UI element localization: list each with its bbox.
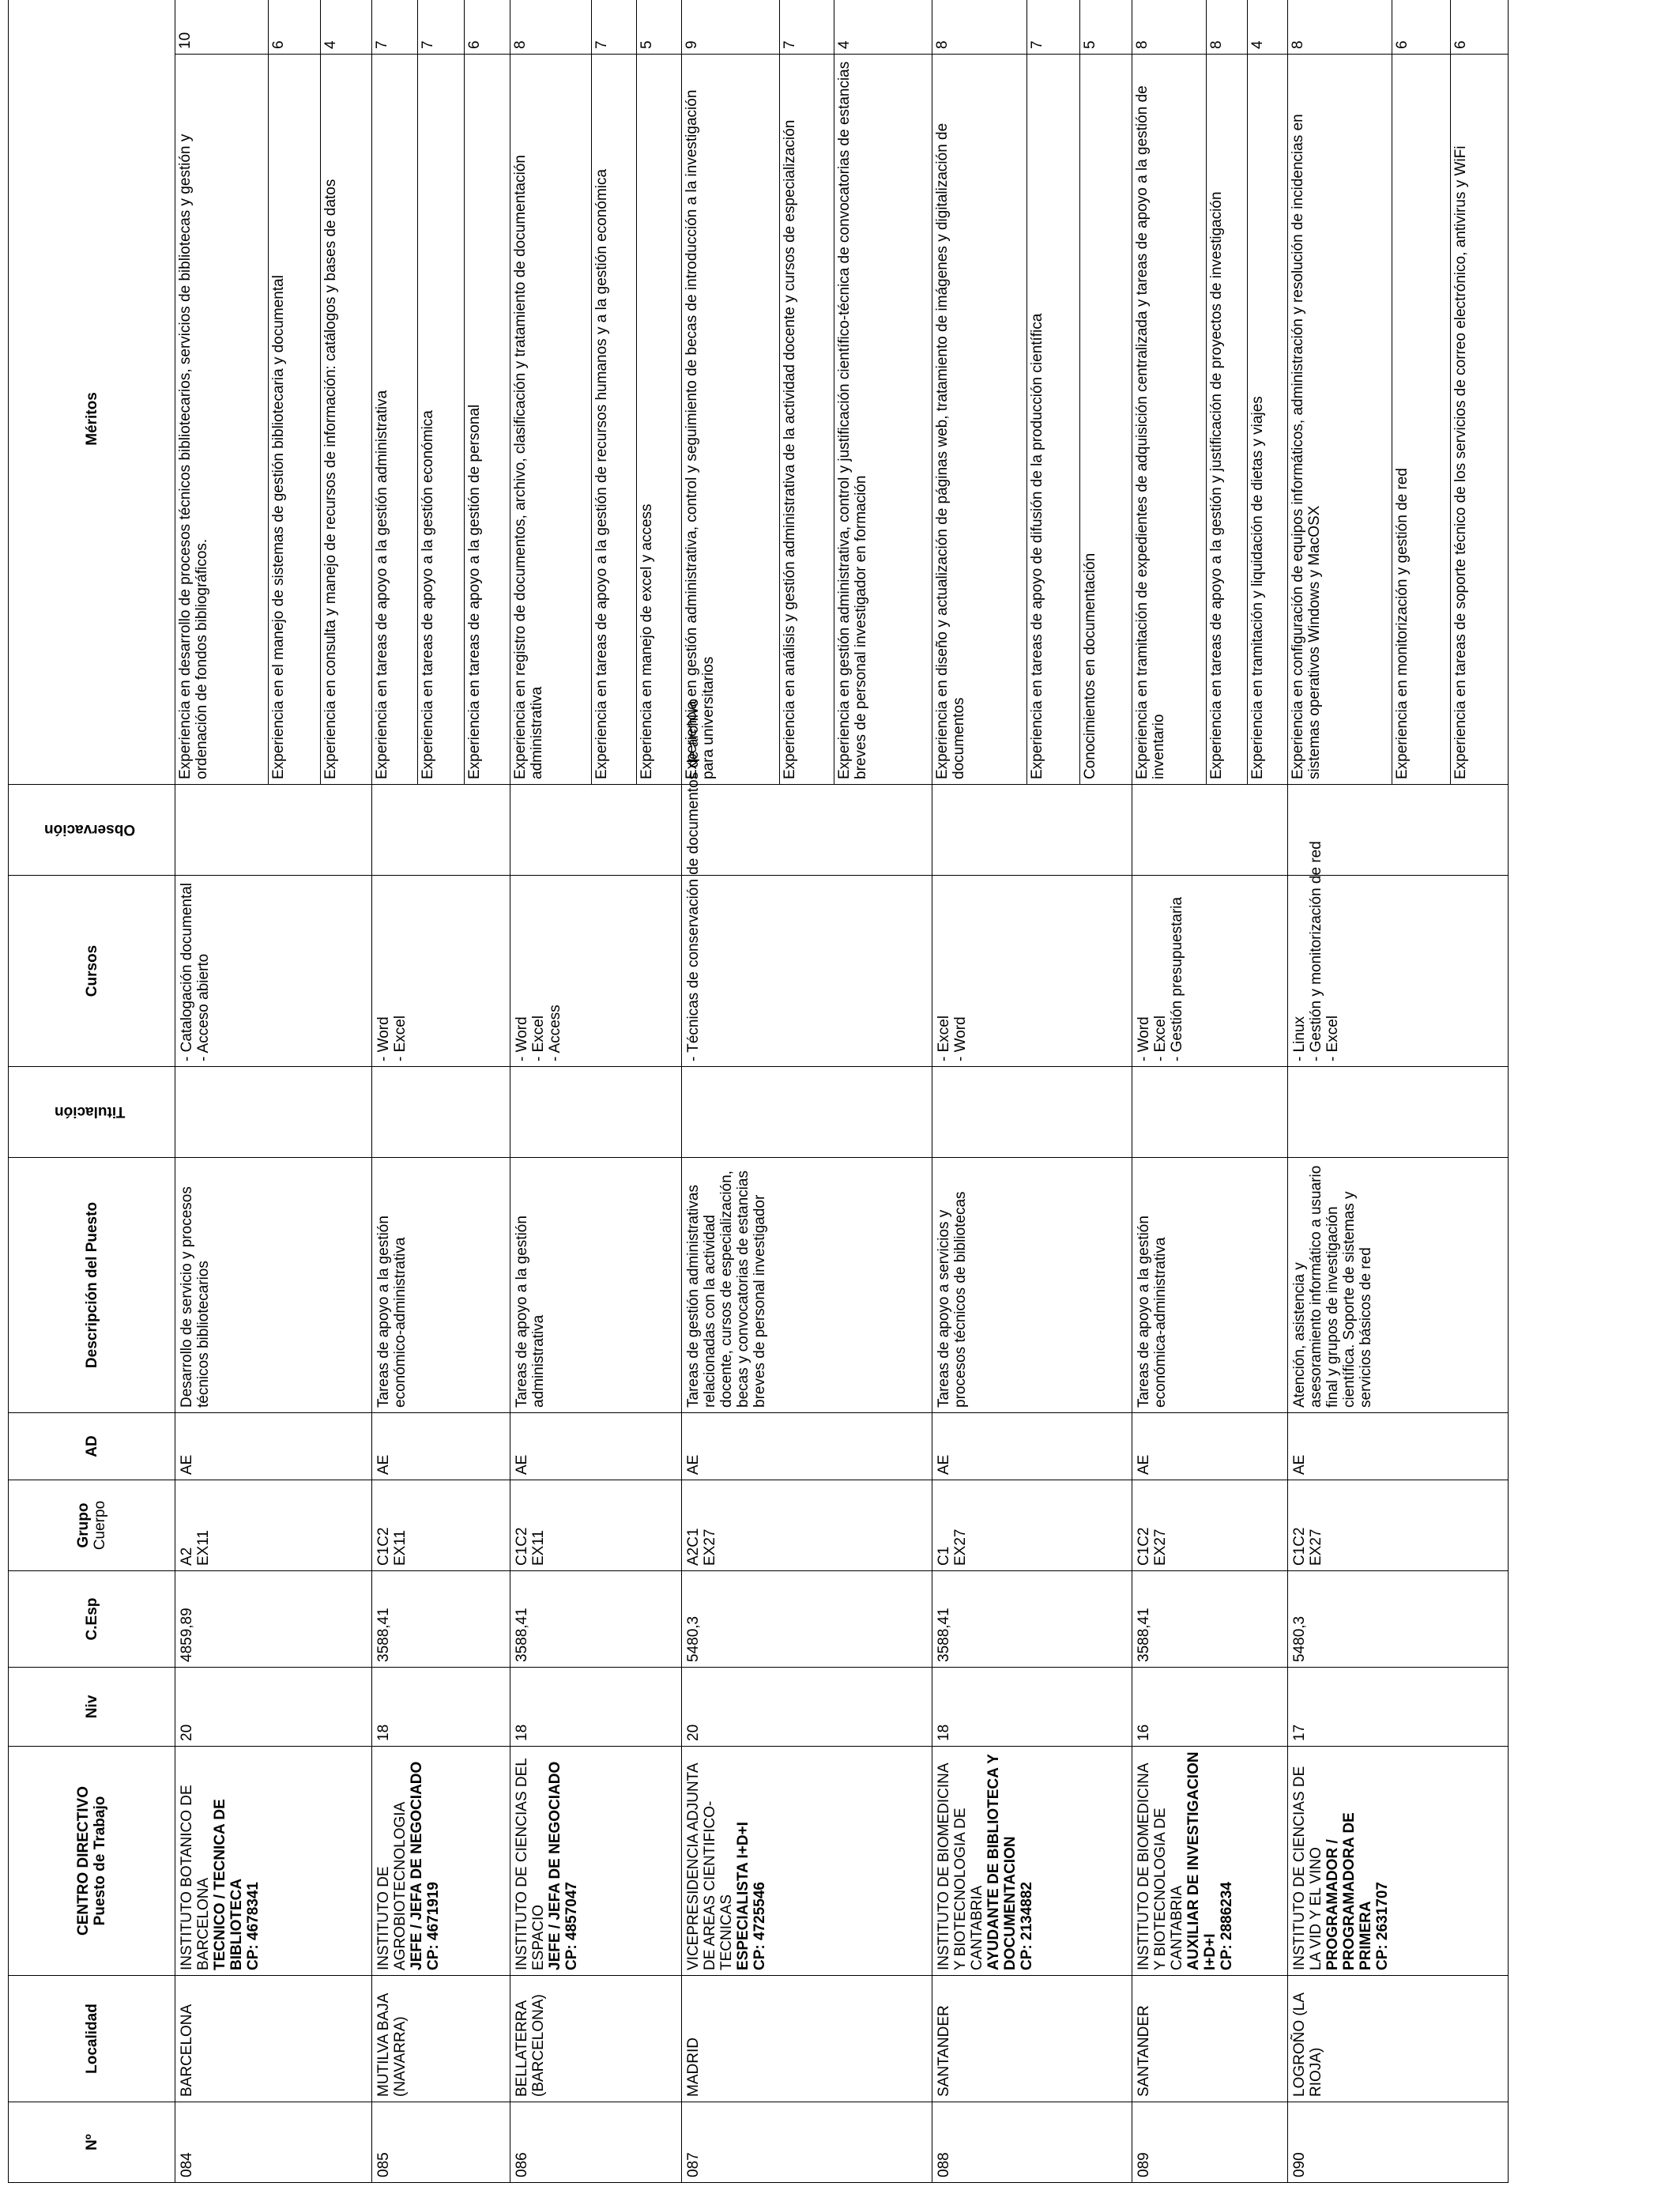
centro-puesto: [510, 1747, 682, 1976]
merito-row: [1247, 0, 1287, 784]
cursos: [1132, 876, 1288, 1067]
table-row: [1288, 0, 1509, 2183]
descripcion-puesto: Tareas de apoyo a la gestión económica-administrativa: [1132, 1158, 1288, 1413]
merito-text: Experiencia en tareas de soporte técnico de los servicios de correo electrónico, antivirus y WiFi: [1451, 55, 1508, 785]
header-meritos: [9, 0, 175, 785]
merito-row: [269, 0, 321, 784]
cursos: [932, 876, 1132, 1067]
header-centro-title: CENTRO DIRECTIVO: [75, 1786, 92, 1936]
meritos: [682, 0, 932, 785]
header-puesto-title: Puesto de Trabajo: [92, 1796, 108, 1926]
codigo-puesto: CP: 2631707: [1374, 1882, 1391, 1970]
titulacion: [372, 1067, 510, 1158]
titulacion: [1132, 1067, 1288, 1158]
meritos: [175, 0, 372, 785]
row-number: 086: [510, 2102, 682, 2183]
merito-points: 7: [1027, 0, 1080, 55]
curso-item: - Gestión y monitorización de red: [1308, 841, 1324, 1061]
cuerpo: EX11: [392, 1529, 409, 1566]
centro-directivo: INSTITUTO BOTANICO DE BARCELONA: [179, 1785, 212, 1970]
centro-directivo: INSTITUTO DE CIENCIAS DE LA VID Y EL VINO: [1291, 1766, 1324, 1970]
merito-points: 8: [1288, 0, 1392, 55]
curso-item: - Access: [547, 1005, 563, 1061]
localidad: LOGROÑO (LA RIOJA): [1288, 1976, 1509, 2102]
merito-points: 6: [1451, 0, 1508, 55]
header-cesp: C.Esp: [9, 1571, 175, 1668]
cursos: [175, 876, 372, 1067]
puesto-trabajo: AUXILIAR DE INVESTIGACION I+D+I: [1185, 1751, 1219, 1970]
adscripcion: AE: [1288, 1413, 1509, 1480]
merito-text: Experiencia en tareas de apoyo a la gestión de personal: [464, 55, 510, 785]
centro-directivo: VICEPRESIDENCIA ADJUNTA DE AREAS CIENTIFICO-TECNICAS: [685, 1763, 735, 1970]
grupo-cuerpo: [1132, 1480, 1288, 1571]
merito-points: 7: [591, 0, 636, 55]
merito-row: [591, 0, 636, 784]
curso-item: - Excel: [392, 1015, 409, 1061]
table-body: [175, 0, 1509, 2183]
table-row: [510, 0, 682, 2183]
merito-text: Experiencia en tareas de apoyo a la gestión administrativa: [374, 390, 390, 779]
cuerpo: EX27: [702, 1529, 718, 1566]
meritos-inner-table: [372, 0, 510, 784]
merito-row: [372, 0, 418, 784]
merito-text: Experiencia en gestión administrativa, control y justificación científico-técnica de convocatorias de estancias breves de personal investigador en formación: [834, 55, 932, 785]
header-meritos-text: Méritos: [83, 392, 100, 446]
descripcion-puesto: Atención, asistencia y asesoramiento informático a usuario final y grupos de investigación científica. Soporte de sistemas y servicios básicos de red: [1288, 1158, 1509, 1413]
observacion: [682, 785, 932, 876]
header-titulacion: [9, 1067, 175, 1158]
titulacion: [510, 1067, 682, 1158]
merito-row: [1206, 0, 1247, 784]
meritos-inner-table: [510, 0, 681, 784]
table-row: [932, 0, 1132, 2183]
grupo-cuerpo: [932, 1480, 1132, 1571]
codigo-puesto: CP: 4857047: [563, 1882, 580, 1970]
grupo-cuerpo: [175, 1480, 372, 1571]
table-row: [682, 0, 932, 2183]
curso-item: - Word: [1136, 1016, 1152, 1061]
merito-text: Experiencia en desarrollo de procesos técnicos bibliotecarios, servicios de bibliotecas y gestión y ordenación de fondos bibliográficos.: [177, 134, 210, 779]
curso-item: - Excel: [1152, 1015, 1169, 1061]
merito-points: 8: [1132, 0, 1206, 55]
complemento-especifico: 3588,41: [932, 1571, 1132, 1668]
observacion: [175, 785, 372, 876]
header-grupo-title: Grupo: [75, 1502, 92, 1548]
grupo: C1C2: [375, 1527, 392, 1566]
row-number: 089: [1132, 2102, 1288, 2183]
centro-directivo: INSTITUTO DE BIOMEDICINA Y BIOTECNOLOGIA DE CANTABRIA: [1136, 1763, 1185, 1970]
merito-points: 6: [269, 0, 321, 55]
merito-text: Experiencia en diseño y actualización de páginas web, tratamiento de imágenes y digitalización de documentos: [934, 123, 967, 779]
curso-item: - Catalogación documental: [179, 882, 195, 1061]
row-number: 090: [1288, 2102, 1509, 2183]
merito-row: [932, 0, 1027, 784]
merito-row: [834, 0, 932, 784]
puesto-trabajo: JEFE / JEFA DE NEGOCIADO: [547, 1761, 563, 1970]
grupo: C1C2: [1291, 1527, 1308, 1566]
nivel: 20: [175, 1668, 372, 1747]
merito-row: [510, 0, 591, 784]
curso-item: - Excel: [530, 1015, 547, 1061]
centro-puesto: [372, 1747, 510, 1976]
meritos-inner-table: [932, 0, 1132, 784]
grupo-cuerpo: [372, 1480, 510, 1571]
header-observacion-text: Observación: [43, 821, 136, 839]
descripcion-puesto: Desarrollo de servicio y procesos técnicos bibliotecarios: [175, 1158, 372, 1413]
header-descripcion: Descripción del Puesto: [9, 1158, 175, 1413]
titulacion: [682, 1067, 932, 1158]
descripcion-puesto: Tareas de apoyo a servicios y procesos técnicos de bibliotecas: [932, 1158, 1132, 1413]
merito-row: [1027, 0, 1080, 784]
centro-puesto: [932, 1747, 1132, 1976]
localidad: MADRID: [682, 1976, 932, 2102]
complemento-especifico: 5480,3: [1288, 1571, 1509, 1668]
merito-text: Experiencia en consulta y manejo de recursos de información: catálogos y bases de datos: [320, 55, 371, 785]
puesto-trabajo: AYUDANTE DE BIBLIOTECA Y DOCUMENTACION: [985, 1754, 1019, 1970]
titulacion: [932, 1067, 1132, 1158]
table-row: [175, 0, 372, 2183]
merito-points: 8: [932, 0, 1027, 55]
observacion: [510, 785, 682, 876]
observacion: [932, 785, 1132, 876]
descripcion-puesto: Tareas de apoyo a la gestión administrativa: [510, 1158, 682, 1413]
meritos-inner-table: [1288, 0, 1508, 784]
cursos: [510, 876, 682, 1067]
meritos: [1132, 0, 1288, 785]
nivel: 18: [372, 1668, 510, 1747]
merito-text: Experiencia en registro de documentos, archivo, clasificación y tratamiento de documentación administrativa: [512, 155, 545, 779]
cuerpo: EX11: [195, 1529, 212, 1566]
complemento-especifico: 5480,3: [682, 1571, 932, 1668]
localidad: SANTANDER: [932, 1976, 1132, 2102]
centro-puesto: [1288, 1747, 1509, 1976]
curso-item: - Word: [375, 1016, 392, 1061]
row-number: 084: [175, 2102, 372, 2183]
curso-item: - Acceso abierto: [195, 953, 212, 1061]
localidad: SANTANDER: [1132, 1976, 1288, 2102]
meritos: [372, 0, 510, 785]
meritos: [1288, 0, 1509, 785]
merito-points: 4: [1247, 0, 1287, 55]
nivel: 16: [1132, 1668, 1288, 1747]
merito-row: [320, 0, 371, 784]
meritos: [932, 0, 1132, 785]
merito-points: 8: [1206, 0, 1247, 55]
merito-points: 7: [418, 0, 465, 55]
meritos-inner-table: [682, 0, 932, 784]
merito-row: [1079, 0, 1132, 784]
puesto-trabajo: ESPECIALISTA I+D+I: [735, 1822, 751, 1970]
cursos: [1288, 841, 1509, 1067]
header-observacion: [9, 785, 175, 876]
merito-row: [1392, 0, 1451, 784]
centro-puesto: [682, 1747, 932, 1976]
centro-directivo: INSTITUTO DE CIENCIAS DEL ESPACIO: [514, 1758, 547, 1970]
adscripcion: AE: [510, 1413, 682, 1480]
merito-text: Experiencia en gestión administrativa, control y seguimiento de becas de introducción a la investigación para universitarios: [684, 89, 717, 779]
cuerpo: EX27: [952, 1529, 969, 1566]
grupo: A2: [179, 1547, 195, 1566]
header-row: [9, 0, 175, 2183]
merito-row: [682, 0, 779, 784]
merito-row: [464, 0, 510, 784]
merito-points: 9: [682, 0, 779, 55]
observacion: [372, 785, 510, 876]
curso-item: - Linux: [1291, 1016, 1308, 1061]
header-meritos-inner: [82, 0, 102, 779]
cuerpo: EX27: [1152, 1529, 1169, 1566]
merito-row: [779, 0, 834, 784]
merito-row: [637, 0, 681, 784]
header-centro: [9, 1747, 175, 1976]
nivel: 18: [510, 1668, 682, 1747]
adscripcion: AE: [682, 1413, 932, 1480]
curso-item: - Word: [952, 1016, 969, 1061]
header-grupo: [9, 1480, 175, 1571]
header-ad: AD: [9, 1413, 175, 1480]
curso-item: - Excel: [936, 1015, 952, 1061]
merito-text: Experiencia en monitorización y gestión de red: [1392, 55, 1451, 785]
merito-points: 6: [464, 0, 510, 55]
merito-row: [418, 0, 465, 784]
complemento-especifico: 3588,41: [510, 1571, 682, 1668]
titulacion: [175, 1067, 372, 1158]
curso-item: - Word: [514, 1016, 530, 1061]
complemento-especifico: 3588,41: [1132, 1571, 1288, 1668]
table-row: [1132, 0, 1288, 2183]
grupo-cuerpo: [510, 1480, 682, 1571]
merito-text: Experiencia en el manejo de sistemas de gestión bibliotecaria y documental: [269, 55, 321, 785]
adscripcion: AE: [175, 1413, 372, 1480]
row-number: 087: [682, 2102, 932, 2183]
nivel: 20: [682, 1668, 932, 1747]
row-number: 088: [932, 2102, 1132, 2183]
codigo-puesto: CP: 4725546: [751, 1882, 768, 1970]
meritos-inner-table: [1132, 0, 1287, 784]
puesto-trabajo: JEFE / JEFA DE NEGOCIADO: [409, 1761, 425, 1970]
merito-points: 10: [175, 0, 269, 55]
meritos-inner-table: [175, 0, 371, 784]
table-row: [372, 0, 510, 2183]
merito-text: Experiencia en manejo de excel y access: [637, 55, 681, 785]
titulacion: [1288, 1067, 1509, 1158]
centro-directivo: INSTITUTO DE BIOMEDICINA Y BIOTECNOLOGIA DE CANTABRIA: [936, 1763, 985, 1970]
merito-text: Experiencia en análisis y gestión administrativa de la actividad docente y cursos de especialización: [779, 55, 834, 785]
header-cursos: Cursos: [9, 876, 175, 1067]
merito-row: [1288, 0, 1392, 784]
descripcion-puesto: Tareas de gestión administrativas relacionadas con la actividad docente, cursos de especialización, becas y convocatorias de estancias breves de personal investigador: [682, 1158, 932, 1413]
header-niv: Niv: [9, 1668, 175, 1747]
grupo: A2C1: [685, 1528, 702, 1566]
merito-text: Conocimientos en documentación: [1079, 55, 1132, 785]
curso-item: - Gestión presupuestaria: [1169, 896, 1185, 1061]
centro-directivo: INSTITUTO DE AGROBIOTECNOLOGIA: [375, 1801, 409, 1970]
nivel: 18: [932, 1668, 1132, 1747]
merito-text: Experiencia en tareas de apoyo de difusión de la producción científica: [1027, 55, 1080, 785]
header-localidad: Localidad: [9, 1976, 175, 2102]
merito-points: 5: [637, 0, 681, 55]
merito-points: 7: [372, 0, 418, 55]
cursos: [372, 876, 510, 1067]
codigo-puesto: CP: 4678341: [245, 1882, 262, 1970]
merito-row: [1132, 0, 1206, 784]
merito-points: 6: [1392, 0, 1451, 55]
row-number: 085: [372, 2102, 510, 2183]
complemento-especifico: 4859,89: [175, 1571, 372, 1668]
localidad: BELLATERRA (BARCELONA): [510, 1976, 682, 2102]
merito-text: Experiencia en tareas de apoyo a la gestión de recursos humanos y a la gestión económica: [591, 55, 636, 785]
codigo-puesto: CP: 2134882: [1019, 1882, 1035, 1970]
cuerpo: EX11: [530, 1529, 547, 1566]
codigo-puesto: CP: 2886234: [1219, 1882, 1235, 1970]
merito-row: [1451, 0, 1508, 784]
observacion: [1132, 785, 1288, 876]
merito-points: 4: [834, 0, 932, 55]
header-num: Nº: [9, 2102, 175, 2183]
cuerpo: EX27: [1308, 1529, 1324, 1566]
codigo-puesto: CP: 4671919: [425, 1882, 442, 1970]
descripcion-puesto: Tareas de apoyo a la gestión económico-administrativa: [372, 1158, 510, 1413]
merito-text: Experiencia en tareas de apoyo a la gestión y justificación de proyectos de investigación: [1206, 55, 1247, 785]
adscripcion: AE: [372, 1413, 510, 1480]
localidad: MUTILVA BAJA (NAVARRA): [372, 1976, 510, 2102]
merito-points: 8: [510, 0, 591, 55]
centro-puesto: [175, 1747, 372, 1976]
adscripcion: AE: [932, 1413, 1132, 1480]
puesto-trabajo: PROGRAMADOR / PROGRAMADORA DE PRIMERA: [1324, 1812, 1374, 1970]
merito-row: [175, 0, 269, 784]
adscripcion: AE: [1132, 1413, 1288, 1480]
puesto-trabajo: TECNICO / TECNICA DE BIBLIOTECA: [212, 1799, 245, 1970]
curso-item: - Técnicas de conservación de documentos de archivo: [685, 698, 702, 1061]
header-titulacion-text: Titulación: [54, 1103, 126, 1121]
header-cuerpo-title: Cuerpo: [92, 1500, 108, 1551]
grupo-cuerpo: [1288, 1480, 1509, 1571]
curso-item: - Excel: [1324, 1015, 1341, 1061]
grupo-cuerpo: [682, 1480, 932, 1571]
merito-text: Experiencia en tramitación de expedientes de adquisición centralizada y tareas de apoyo a la gestión de inventario: [1134, 85, 1167, 779]
centro-puesto: [1132, 1747, 1288, 1976]
grupo: C1C2: [1136, 1527, 1152, 1566]
merito-points: 5: [1079, 0, 1132, 55]
meritos: [510, 0, 682, 785]
job-positions-table: [8, 0, 1509, 2183]
merito-text: Experiencia en tareas de apoyo a la gestión económica: [418, 55, 465, 785]
merito-text: Experiencia en tramitación y liquidación de dietas y viajes: [1247, 55, 1287, 785]
merito-points: 7: [779, 0, 834, 55]
grupo: C1: [936, 1546, 952, 1566]
merito-text: Experiencia en configuración de equipos informáticos, administración y resolución de incidencias en sistemas operativos Windows y MacOSX: [1290, 114, 1323, 779]
localidad: BARCELONA: [175, 1976, 372, 2102]
grupo: C1C2: [514, 1527, 530, 1566]
cursos: [682, 698, 932, 1067]
complemento-especifico: 3588,41: [372, 1571, 510, 1668]
merito-points: 4: [320, 0, 371, 55]
nivel: 17: [1288, 1668, 1509, 1747]
